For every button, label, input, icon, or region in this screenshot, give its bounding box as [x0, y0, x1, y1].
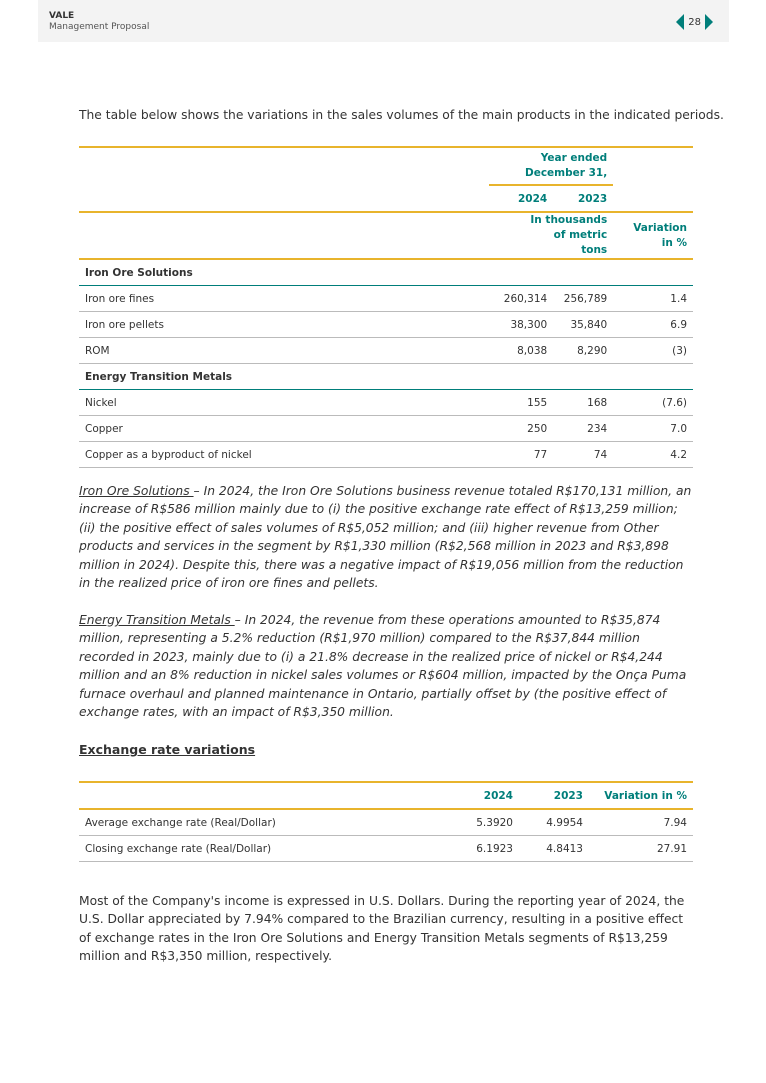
- closing-paragraph: Most of the Company's income is expressed in U.S. Dollars. During the reporting year of 2024, the U.S. Dollar appreciated by 7.94% compared to the Brazilian currency, resulting in a positive effect of exchange rates in the Iron Ore Solutions and Energy Transition Metals segments of R$13,259 million and R$3,350 million, respectively.: [79, 894, 685, 964]
- period-header: Year ended December 31,: [489, 147, 613, 185]
- value-2023: 168: [553, 390, 613, 416]
- brand: VALE: [49, 11, 75, 21]
- value-2023: 256,789: [553, 286, 613, 312]
- value-2023: 4.8413: [519, 836, 589, 862]
- year-2023-header: 2023: [553, 789, 583, 802]
- variation: (7.6): [613, 390, 693, 416]
- row-label: Nickel: [79, 390, 489, 416]
- variation: 7.0: [613, 416, 693, 442]
- row-label: Copper: [79, 416, 489, 442]
- sales-volume-table: [79, 146, 693, 468]
- paragraph-lead: Iron Ore Solutions: [79, 484, 194, 498]
- year-2024-header: 2024: [483, 789, 513, 802]
- variation: 7.94: [589, 809, 693, 836]
- year-2023-header: 2023: [577, 192, 608, 205]
- year-2024-header: 2024: [517, 192, 548, 205]
- exchange-rate-table: [79, 781, 693, 862]
- table-row: [79, 286, 693, 312]
- section-energy-transition: Energy Transition Metals: [79, 364, 693, 390]
- variation: (3): [613, 338, 693, 364]
- table-row: [79, 416, 693, 442]
- value-2023: 234: [553, 416, 613, 442]
- value-2024: 77: [489, 442, 553, 468]
- value-2024: 155: [489, 390, 553, 416]
- page-navigation: [676, 14, 713, 30]
- row-label: Average exchange rate (Real/Dollar): [79, 809, 459, 836]
- next-page-icon[interactable]: [705, 14, 713, 30]
- value-2024: 38,300: [489, 312, 553, 338]
- value-2024: 6.1923: [459, 836, 519, 862]
- value-2023: 4.9954: [519, 809, 589, 836]
- table-row: [79, 809, 693, 836]
- value-2023: 8,290: [553, 338, 613, 364]
- variation: 27.91: [589, 836, 693, 862]
- variation-header: Variation in %: [604, 789, 687, 802]
- variation: 4.2: [613, 442, 693, 468]
- page-header: [38, 0, 729, 42]
- value-2024: 250: [489, 416, 553, 442]
- table-row: [79, 338, 693, 364]
- variation: 1.4: [613, 286, 693, 312]
- value-2024: 5.3920: [459, 809, 519, 836]
- document-subtitle: Management Proposal: [49, 22, 150, 32]
- section-heading: Exchange rate variations: [79, 742, 256, 757]
- value-2024: 260,314: [489, 286, 553, 312]
- intro-text: The table below shows the variations in the sales volumes of the main products in the indicated periods.: [79, 108, 724, 122]
- value-2024: 8,038: [489, 338, 553, 364]
- paragraph-text: – In 2024, the Iron Ore Solutions business revenue totaled R$170,131 million, an increase of R$586 million mainly due to (i) the positive exchange rate effect of R$13,259 million; (ii) the positive effect of sales volumes of R$5,052 million; and (iii) higher revenue from Other products and services in the segment by R$1,330 million (R$2,568 million in 2023 and R$3,898 million in 2024). Despite this, there was a negative impact of R$19,056 million from the reduction in the realized price of iron ore fines and pellets.: [79, 484, 692, 591]
- section-iron-ore: Iron Ore Solutions: [79, 259, 693, 286]
- iron-ore-paragraph: [79, 482, 693, 592]
- unit-header: In thousands of metric tons: [530, 214, 608, 256]
- table-row: [79, 442, 693, 468]
- row-label: Iron ore fines: [79, 286, 489, 312]
- row-label: Closing exchange rate (Real/Dollar): [79, 836, 459, 862]
- value-2023: 74: [553, 442, 613, 468]
- value-2023: 35,840: [553, 312, 613, 338]
- table-row: [79, 836, 693, 862]
- paragraph-lead: Energy Transition Metals: [79, 613, 235, 627]
- variation-header: Variation in %: [633, 221, 687, 249]
- paragraph-text: – In 2024, the revenue from these operations amounted to R$35,874 million, representing a 5.2% reduction (R$1,970 million) compared to the R$37,844 million recorded in 2023, mainly due to (i) a 21.8% decrease in the realized price of nickel or R$4,244 million and an 8% reduction in nickel sales volumes or R$604 million, impacted by the Onça Puma furnace overhaul and planned maintenance in Ontario, partially offset by (the positive effect of exchange rates, with an impact of R$3,350 million.: [79, 613, 687, 720]
- table-row: [79, 312, 693, 338]
- row-label: Iron ore pellets: [79, 312, 489, 338]
- energy-paragraph: [79, 611, 693, 721]
- page-number: 28: [688, 16, 701, 28]
- row-label: ROM: [79, 338, 489, 364]
- previous-page-icon[interactable]: [676, 14, 684, 30]
- table-row: [79, 390, 693, 416]
- variation: 6.9: [613, 312, 693, 338]
- row-label: Copper as a byproduct of nickel: [79, 442, 489, 468]
